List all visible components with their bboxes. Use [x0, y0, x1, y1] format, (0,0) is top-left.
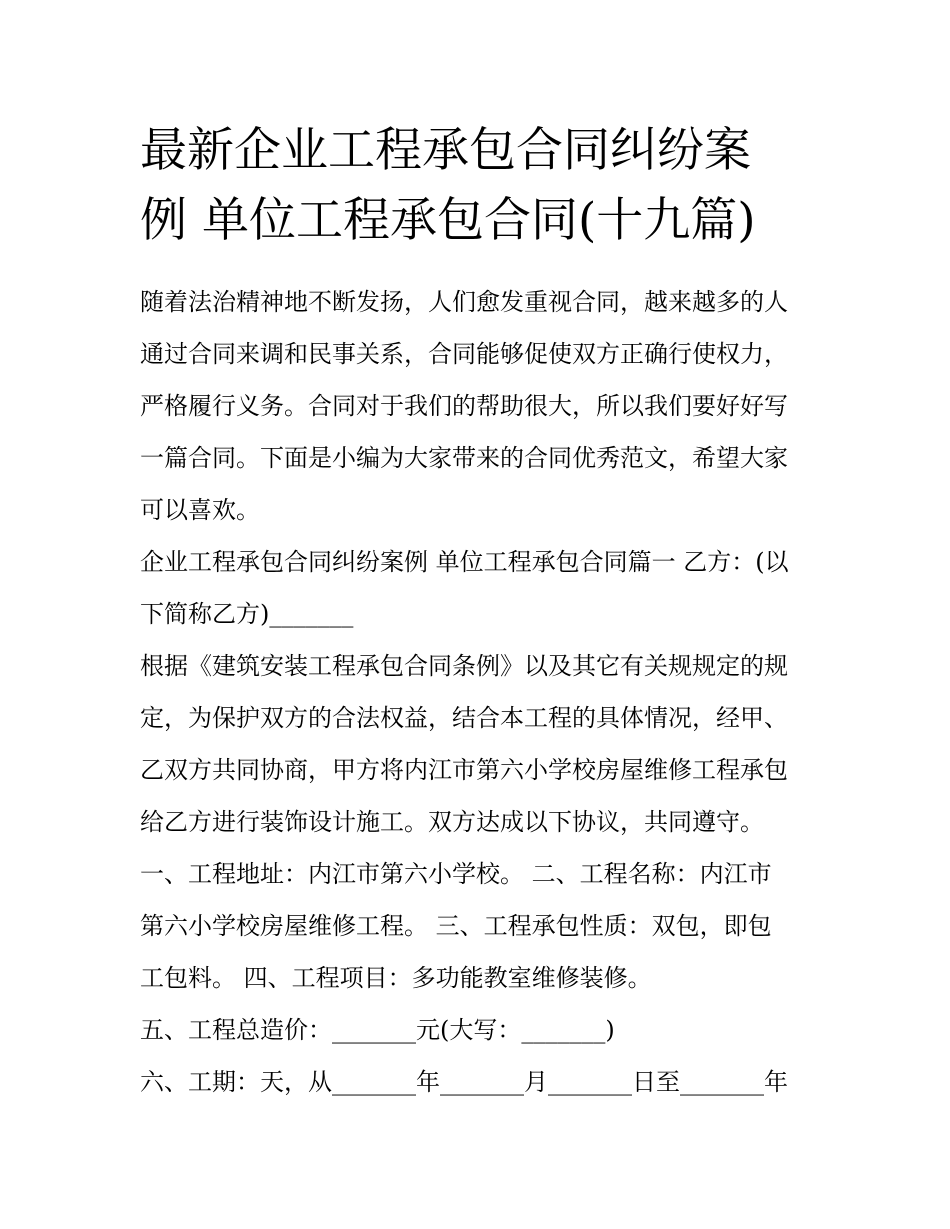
title-line: 例 单位工程承包合同(十九篇) [140, 193, 756, 248]
text-line: 随着法治精神地不断发扬，人们愈发重视合同，越来越多的人 [140, 288, 788, 316]
text-line: 根据《建筑安装工程承包合同条例》以及其它有关规规定的规 [140, 652, 788, 680]
text-line: 一、工程地址：内江市第六小学校。 二、工程名称：内江市 [140, 860, 772, 888]
text-line: 定，为保护双方的合法权益，结合本工程的具体情况，经甲、 [140, 704, 788, 732]
contract-clauses-paragraph [140, 848, 820, 1004]
total-cost-paragraph [140, 1004, 820, 1056]
document-body [140, 276, 820, 1108]
text-line: 五、工程总造价：_______元(大写：_______) [140, 1016, 615, 1044]
text-line: 第六小学校房屋维修工程。 三、工程承包性质：双包，即包 [140, 912, 772, 940]
text-line: 下简称乙方)_______ [140, 600, 354, 628]
document-title [140, 116, 820, 256]
schedule-paragraph [140, 1056, 820, 1108]
text-line: 可以喜欢。 [140, 496, 260, 524]
intro-paragraph [140, 276, 820, 536]
text-line: 严格履行义务。合同对于我们的帮助很大，所以我们要好好写 [140, 392, 788, 420]
contract-preamble-paragraph [140, 640, 820, 848]
contract-heading-paragraph [140, 536, 820, 640]
text-line: 给乙方进行装饰设计施工。双方达成以下协议，共同遵守。 [140, 808, 764, 836]
text-line: 工包料。 四、工程项目：多功能教室维修装修。 [140, 964, 652, 992]
text-line: 六、工期：天，从_______年_______月_______日至_______年 [140, 1068, 788, 1096]
text-line: 乙双方共同协商，甲方将内江市第六小学校房屋维修工程承包 [140, 756, 788, 784]
text-line: 一篇合同。下面是小编为大家带来的合同优秀范文，希望大家 [140, 444, 788, 472]
text-line: 通过合同来调和民事关系，合同能够促使双方正确行使权力， [140, 340, 788, 368]
title-line: 最新企业工程承包合同纠纷案 [140, 123, 751, 178]
text-line: 企业工程承包合同纠纷案例 单位工程承包合同篇一 乙方：(以 [140, 548, 789, 576]
